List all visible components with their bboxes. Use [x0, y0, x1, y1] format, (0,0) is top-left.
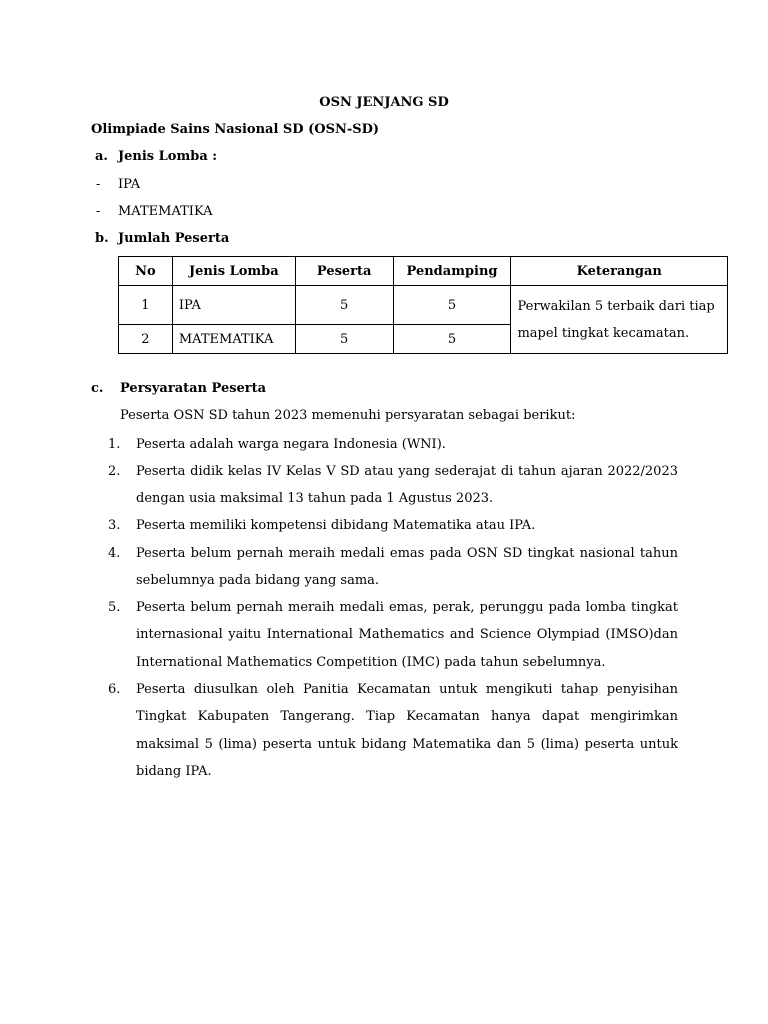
header-pendamping: Pendamping [393, 257, 511, 286]
header-peserta: Peserta [295, 257, 393, 286]
document-subtitle: Olimpiade Sains Nasional SD (OSN-SD) [91, 122, 380, 137]
section-c-letter: c. [91, 381, 104, 396]
list-item: MATEMATIKA [118, 204, 213, 219]
requirement-text: Peserta memiliki kompetensi dibidang Matematika atau IPA. [136, 518, 536, 533]
section-c-title: Persyaratan Peserta [120, 381, 267, 396]
requirement-number: 5. [108, 600, 121, 615]
section-b-letter: b. [95, 231, 109, 246]
participants-table [118, 256, 728, 354]
header-jenis-lomba: Jenis Lomba [172, 257, 295, 286]
requirement-number: 3. [108, 518, 121, 533]
table-header-row [119, 257, 728, 286]
requirement-text: Peserta diusulkan oleh Panitia Kecamatan untuk mengikuti tahap penyisihan Tingkat Kabupaten Tangerang. Tiap Kecamatan hanya dapat mengirimkan maksimal 5 (lima) peserta untuk bidang Matematika dan 5 (lima) peserta untuk bidang IPA. [136, 682, 678, 779]
section-a-letter: a. [95, 149, 108, 164]
document-title: OSN JENJANG SD [319, 95, 449, 110]
list-bullet-dash: - [96, 204, 101, 219]
cell-no: 1 [119, 286, 173, 325]
section-b-title: Jumlah Peserta [118, 231, 230, 246]
requirement-number: 4. [108, 546, 121, 561]
requirement-item [108, 540, 678, 595]
requirement-number: 6. [108, 682, 121, 697]
header-no: No [119, 257, 173, 286]
cell-keterangan: Perwakilan 5 terbaik dari tiap mapel tingkat kecamatan. [511, 286, 728, 354]
cell-no: 2 [119, 325, 173, 354]
list-bullet-dash: - [96, 177, 101, 192]
cell-peserta: 5 [295, 286, 393, 325]
requirement-item [108, 676, 678, 785]
requirement-number: 1. [108, 437, 121, 452]
table-row [119, 286, 728, 325]
list-item: IPA [118, 177, 141, 192]
requirement-text: Peserta belum pernah meraih medali emas pada OSN SD tingkat nasional tahun sebelumnya pada bidang yang sama. [136, 546, 678, 589]
requirement-number: 2. [108, 464, 121, 479]
cell-pendamping: 5 [393, 325, 511, 354]
cell-pendamping: 5 [393, 286, 511, 325]
requirement-item [108, 512, 678, 539]
requirement-text: Peserta didik kelas IV Kelas V SD atau yang sederajat di tahun ajaran 2022/2023 dengan usia maksimal 13 tahun pada 1 Agustus 2023. [136, 464, 678, 507]
requirement-item [108, 458, 678, 513]
cell-jenis-lomba: IPA [172, 286, 295, 325]
requirements-intro: Peserta OSN SD tahun 2023 memenuhi persyaratan sebagai berikut: [120, 408, 576, 423]
header-keterangan: Keterangan [511, 257, 728, 286]
requirement-item [108, 594, 678, 676]
section-a-title: Jenis Lomba : [118, 149, 218, 164]
cell-peserta: 5 [295, 325, 393, 354]
requirement-item [108, 431, 678, 458]
cell-jenis-lomba: MATEMATIKA [172, 325, 295, 354]
requirement-text: Peserta belum pernah meraih medali emas, perak, perunggu pada lomba tingkat internasional yaitu International Mathematics and Science Olympiad (IMSO)dan International Mathematics Competition (IMC) pada tahun sebelumnya. [136, 600, 678, 670]
requirement-text: Peserta adalah warga negara Indonesia (WNI). [136, 437, 446, 452]
